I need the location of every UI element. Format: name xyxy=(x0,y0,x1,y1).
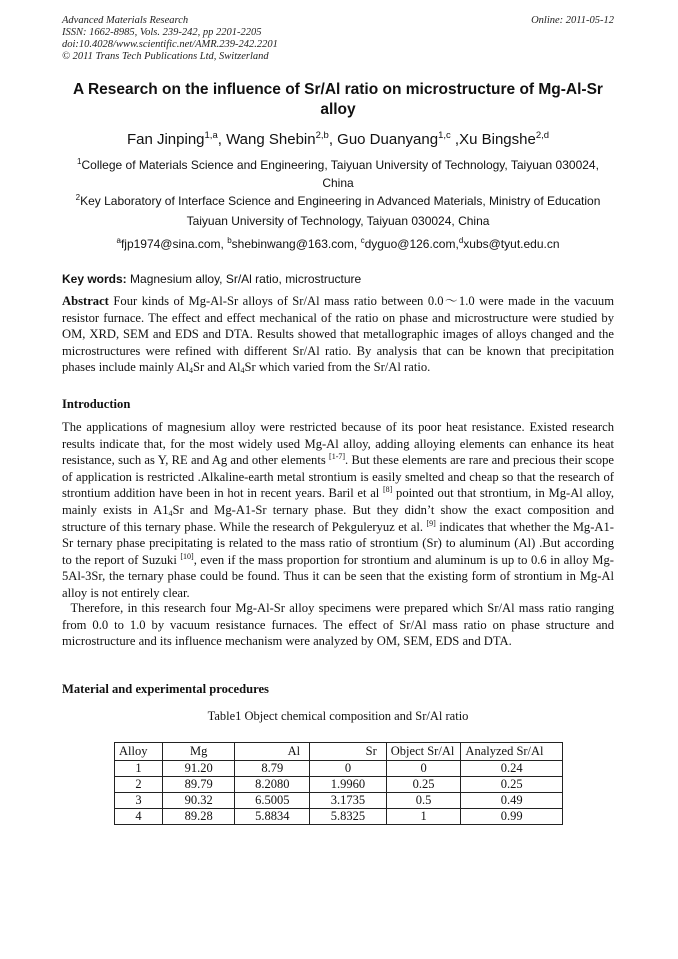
affiliation-1-line-1 xyxy=(62,156,614,174)
table-cell: 90.32 xyxy=(162,793,235,809)
table-header-cell: Mg xyxy=(162,743,235,761)
subscript: 4 xyxy=(188,366,193,376)
affiliation-1 xyxy=(62,156,614,192)
journal-name: Advanced Materials Research xyxy=(62,15,189,26)
composition-table xyxy=(114,742,563,825)
table-cell: 0.25 xyxy=(386,777,461,793)
abstract-text: Sr and Al xyxy=(192,360,241,375)
body-text: pointed out that strontium, in Mg-Al alloy, mainly exists in A1 xyxy=(62,486,615,517)
table-cell: 0.24 xyxy=(461,761,563,777)
body-text: The applications of magnesium alloy were restricted because of its poor heat resistance. Existed research results indicate that, for the most widely used Mg-Al alloy, adding alloying elements can enhance its heat resistance, such as Y, RE and Ag and other elements xyxy=(62,420,614,468)
table-cell: 6.5005 xyxy=(235,793,310,809)
table-cell: 91.20 xyxy=(162,761,235,777)
table-header-cell: Al xyxy=(235,743,310,761)
table-cell: 5.8325 xyxy=(310,809,387,825)
table-cell: 1 xyxy=(386,809,461,825)
copyright-line: © 2011 Trans Tech Publications Ltd, Switzerland xyxy=(62,51,269,62)
email-link[interactable]: xubs@tyut.edu.cn xyxy=(463,237,560,251)
online-date: Online: 2011-05-12 xyxy=(531,15,614,26)
email-link[interactable]: dyguo@126.com, xyxy=(364,237,459,251)
citation-ref[interactable]: [10] xyxy=(180,551,194,561)
author-name: Fan Jinping xyxy=(126,131,205,148)
email-sup: c xyxy=(360,236,365,245)
table-header-cell: Alloy xyxy=(115,743,163,761)
section-heading-introduction: Introduction xyxy=(62,397,131,411)
email-sup: a xyxy=(116,236,121,245)
table-cell: 0.49 xyxy=(461,793,563,809)
table-cell: 8.2080 xyxy=(235,777,310,793)
body-text: . But these elements are rare and precious their scope of application is restricted .Alkaline-earth metal strontium is easily smelted and cheap so that the research of strontium addition have been in hot in recent years. Baril et al xyxy=(62,453,614,501)
issn-line: ISSN: 1662-8985, Vols. 239-242, pp 2201-2205 xyxy=(62,27,262,38)
table-cell: 0 xyxy=(310,761,387,777)
email-link[interactable]: fjp1974@sina.com, xyxy=(120,237,228,251)
affiliation-2-line-2: Taiyuan University of Technology, Taiyuan 030024, China xyxy=(186,214,490,228)
affiliation-1-text: College of Materials Science and Engineering, Taiyuan University of Technology, Taiyuan 030024, xyxy=(81,158,599,172)
author-sup: 2,d xyxy=(535,130,550,141)
affiliation-2-line-1 xyxy=(62,192,614,210)
abstract-label: Abstract xyxy=(62,294,109,308)
paper-title xyxy=(62,80,614,120)
table-header-row xyxy=(115,743,563,761)
table-cell: 0.25 xyxy=(461,777,563,793)
citation-ref[interactable]: [8] xyxy=(383,485,393,495)
introduction-paragraph-1 xyxy=(62,419,614,602)
author-sup: 2,b xyxy=(315,130,329,141)
author-sup: 1,c xyxy=(438,130,451,141)
body-text: Sr and Mg-A1-Sr ternary phase. But they didn’t show the exact composition and structure of this ternary phase. While the research of Pekguleryuz et al. xyxy=(62,502,614,534)
table-cell: 5.8834 xyxy=(235,809,310,825)
subscript: 4 xyxy=(240,366,245,376)
citation-ref[interactable]: [9] xyxy=(426,518,436,528)
table-row xyxy=(115,777,563,793)
author-list xyxy=(62,130,614,150)
author-name: Xu Bingshe xyxy=(459,131,536,148)
table-cell: 1 xyxy=(115,761,163,777)
email-link[interactable]: shebinwang@163.com, xyxy=(231,237,361,251)
affiliation-2-text: Key Laboratory of Interface Science and Engineering in Advanced Materials, Ministry of Education xyxy=(80,194,601,208)
email-sup: d xyxy=(458,236,464,245)
table-cell: 3.1735 xyxy=(310,793,387,809)
author-sep: , xyxy=(328,131,338,148)
abstract-text: Sr which varied from the Sr/Al ratio. xyxy=(244,360,431,375)
keywords-text: Magnesium alloy, Sr/Al ratio, microstructure xyxy=(126,272,362,286)
subscript: 4 xyxy=(168,508,173,518)
table-cell: 4 xyxy=(115,809,163,825)
table-cell: 0.99 xyxy=(461,809,563,825)
author-sup: 1,a xyxy=(204,130,218,141)
author-sep: , xyxy=(450,131,460,148)
table-row xyxy=(115,809,563,825)
affiliation-2-sup: 2 xyxy=(75,193,81,202)
table-row xyxy=(115,761,563,777)
table-cell: 89.79 xyxy=(162,777,235,793)
keywords-label: Key words: xyxy=(62,272,127,286)
title-line-1: A Research on the influence of Sr/Al ratio on microstructure of Mg-Al-Sr xyxy=(73,81,603,98)
author-sep: , xyxy=(217,131,227,148)
table-cell: 8.79 xyxy=(235,761,310,777)
email-sup: b xyxy=(227,236,232,245)
table-caption: Table1 Object chemical composition and Sr/Al ratio xyxy=(207,709,469,723)
table-cell: 0.5 xyxy=(386,793,461,809)
doi-line: doi:10.4028/www.scientific.net/AMR.239-242.2201 xyxy=(62,39,278,50)
table-header-cell: Object Sr/Al xyxy=(386,743,461,761)
affiliation-1-sup: 1 xyxy=(77,157,82,166)
table-header-cell: Sr xyxy=(310,743,387,761)
keywords xyxy=(62,271,614,287)
section-heading-materials: Material and experimental procedures xyxy=(62,682,269,696)
body-text: , even if the mass proportion for strontium and aluminum is up to 0.6 in alloy Mg-5Al-3Sr, the ternary phase could be found. Thus it can be seen that the existing form of strontium in Mg-Al alloy is not entirely clear. xyxy=(62,552,614,600)
introduction-paragraph-2: Therefore, in this research four Mg-Al-Sr alloy specimens were prepared which Sr/Al mass ratio ranging from 0.0 to 1.0 by vacuum resistance furnaces. The effect of Sr/Al mass ratio on phase structure and microstructure and its influence mechanism were analyzed by OM, SEM, EDS and DTA. xyxy=(62,601,618,649)
table-cell: 89.28 xyxy=(162,809,235,825)
title-line-2: alloy xyxy=(320,101,356,118)
table-cell: 2 xyxy=(115,777,163,793)
affiliation-1-line-2: China xyxy=(322,176,354,190)
author-name: Guo Duanyang xyxy=(337,131,439,148)
email-line xyxy=(62,235,614,253)
table-header-cell: Analyzed Sr/Al xyxy=(461,743,563,761)
citation-ref[interactable]: [1-7] xyxy=(329,452,346,462)
abstract xyxy=(62,293,614,376)
table-row xyxy=(115,793,563,809)
body-text: indicates that whether the Mg-A1-Sr ternary phase precipitating is related to the mass ratio of strontium (Sr) to aluminum (Al) .But according to the report of Suzuki xyxy=(62,519,614,567)
table-cell: 1.9960 xyxy=(310,777,387,793)
affiliation-2 xyxy=(62,192,614,230)
table-cell: 0 xyxy=(386,761,461,777)
table-cell: 3 xyxy=(115,793,163,809)
journal-header xyxy=(62,15,278,63)
abstract-text: Four kinds of Mg-Al-Sr alloys of Sr/Al mass ratio between 0.0～1.0 were made in the vacuum resistor furnace. The effect and effect mechanical of the ratio on phase and microstructure were studied by OM, XRD, SEM and EDS and DTA. Results showed that metallographic images of alloys changed and the microstructures were refined with different Sr/Al ratio. By analysis that can be known that precipitation phases include mainly Al xyxy=(62,294,614,375)
author-name: Wang Shebin xyxy=(226,131,316,148)
